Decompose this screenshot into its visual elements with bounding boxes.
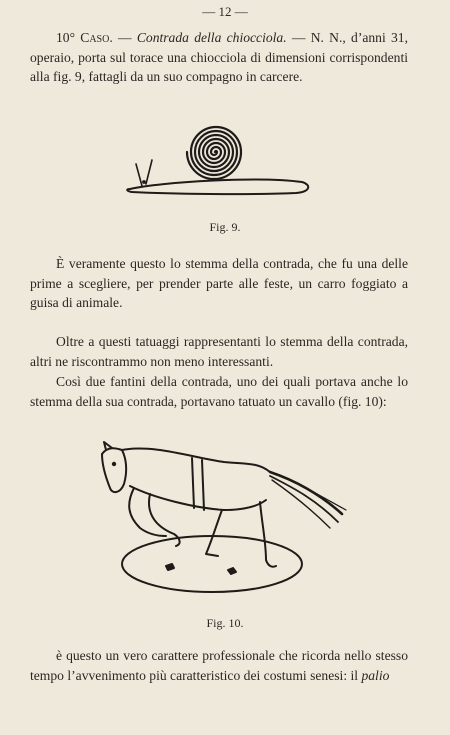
snail-tattoo-drawing (120, 112, 320, 202)
closing-text: è questo un vero carattere professionale che ricorda nello stesso tempo l’avvenimento più caratteristico dei costumi senesi: il (30, 648, 408, 683)
stemma-paragraph (30, 254, 408, 313)
horse-tattoo-drawing (94, 436, 356, 604)
figure-9-caption: Fig. 9. (209, 220, 241, 234)
page-number: — 12 — (202, 4, 248, 19)
closing-paragraph (30, 646, 408, 685)
case-description: — N. N., d’anni 31, operaio, porta sul torace una chiocciola di dimensioni corrispondenti alla fig. 9, fattagli da un suo compagno in carcere. (30, 30, 408, 84)
closing-italic-word: palio (361, 667, 390, 683)
jockeys-text: Così due fantini della contrada, uno dei quali portava anche lo stemma della sua contrada, portavano tatuato un cavallo (fig. 10): (30, 374, 408, 409)
case-title: Contrada della chiocciola. (136, 30, 287, 45)
tattoo-paragraph (30, 332, 408, 371)
case-dash: — (112, 30, 137, 45)
case-label: 10° Caso. (56, 30, 113, 45)
jockeys-paragraph (30, 372, 408, 411)
figure-10-caption: Fig. 10. (206, 616, 244, 630)
case-paragraph (30, 28, 408, 87)
tattoo-text: Oltre a questi tatuaggi rappresentanti lo stemma della contrada, altri ne riscontrammo non meno interessanti. (30, 334, 408, 369)
stemma-text: È veramente questo lo stemma della contrada, che fu una delle prime a scegliere, per prender parte alle feste, un carro foggiato a guisa di animale. (30, 256, 408, 310)
